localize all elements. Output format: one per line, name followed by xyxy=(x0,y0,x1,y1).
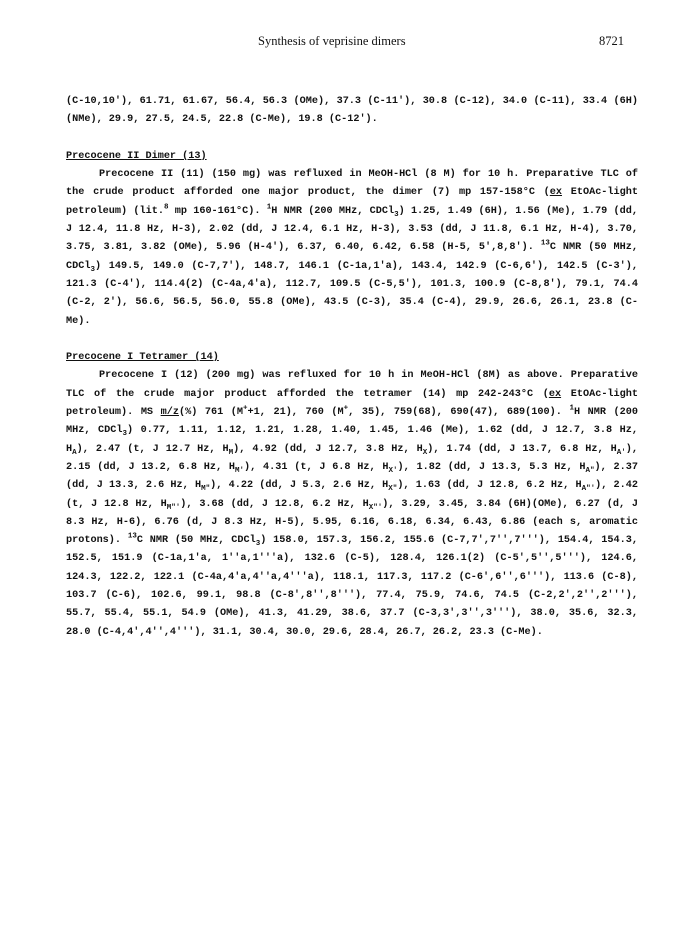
body-text xyxy=(66,93,638,642)
text-run: H NMR (200 MHz, CDCl xyxy=(271,205,395,217)
text-run: ), 4.92 (dd, J 12.7, 3.8 Hz, H xyxy=(233,443,423,455)
subscript: 3 xyxy=(255,540,261,549)
subscript: X"' xyxy=(368,503,383,512)
continuation-paragraph xyxy=(66,93,638,130)
text-run: ) 0.77, 1.11, 1.12, 1.21, 1.28, 1.40, 1.45, 1.46 (Me), 1.62 (dd, J 12.7, 3.8 Hz, H xyxy=(66,425,638,455)
subscript: 3 xyxy=(122,430,127,439)
continuation-text: (C-10,10'), 61.71, 61.67, 56.4, 56.3 (OMe), 37.3 (C-11'), 30.8 (C-12), 34.0 (C-11), 33.4 (6H)(NMe), 29.9, 27.5, 24.5, 22.8 (C-Me), 19.8 (C-12'). xyxy=(66,96,638,126)
subscript: A" xyxy=(585,466,595,475)
section-paragraph xyxy=(66,166,638,331)
section-precocene-i-tetramer xyxy=(66,349,638,642)
subscript: M' xyxy=(234,466,244,475)
text-run: (%) 761 (M xyxy=(178,407,244,419)
subscript: A"' xyxy=(581,485,596,494)
text-run-ex: ex xyxy=(549,187,563,199)
text-run: EtOAc-light petroleum) (lit. xyxy=(66,187,638,217)
text-run: ), 4.31 (t, J 6.8 Hz, H xyxy=(244,461,389,473)
text-run-mz: m/z xyxy=(160,407,179,419)
running-title: Synthesis of veprisine dimers xyxy=(258,34,406,48)
text-run: ), 2.15 (dd, J 13.2, 6.8 Hz, H xyxy=(66,443,638,473)
text-run-ex: ex xyxy=(548,388,562,400)
text-run: ), 1.74 (dd, J 13.7, 6.8 Hz, H xyxy=(427,443,617,455)
isotope-superscript: 13 xyxy=(540,239,550,248)
section-heading: Precocene II Dimer (13) xyxy=(66,150,207,162)
subscript: M xyxy=(228,448,234,457)
subscript: A xyxy=(72,448,77,457)
text-run: mp 160-161°C). xyxy=(168,205,267,217)
text-run: C NMR (50 MHz, CDCl xyxy=(136,535,256,547)
text-run: Precocene I (12) (200 mg) was refluxed for 10 h in MeOH-HCl (8M) as above. Preparative TLC of the crude major product afforded the tetramer (14) mp 242-243°C ( xyxy=(66,370,638,400)
subscript: X" xyxy=(388,485,398,494)
text-run: EtOAc-light petroleum). MS xyxy=(66,388,638,419)
text-run: , 35), 759(68), 690(47), 689(100). xyxy=(348,407,570,419)
text-run: ), 2.42 (t, J 12.8 Hz, H xyxy=(66,480,639,510)
text-run: ), 2.47 (t, J 12.7 Hz, H xyxy=(76,443,229,455)
text-run: ) 149.5, 149.0 (C-7,7'), 148.7, 146.1 (C-1a,1'a), 143.4, 142.9 (C-6,6'), 142.5 (C-3'), 121.3 (C-4'), 114.4(2) (C-4a,4'a), 112.7, 109.5 (C-5,5'), 101.3, 100.9 (C-8,8'), 79.1, 74.4 (C-2, 2'), 56.6, 56.5, 56.0, 55.8 (OMe), 43.5 (C-3), 35.4 (C-4), 29.9, 26.6, 26.1, 23.8 (C-Me). xyxy=(66,260,638,327)
section-paragraph xyxy=(66,367,638,641)
text-run: ) 158.0, 157.3, 156.2, 155.6 (C-7,7',7'',7'''), 154.4, 154.3, 152.5, 151.9 (C-1a,1'a, 1''a,1'''a), 132.6 (C-5), 128.4, 126.1(2) (C-5',5'',5'''), 124.6, 124.3, 122.2, 122.1 (C-4a,4'a,4''a,4'''a), 118.1, 117.3, 117.2 (C-6',6'',6'''), 113.6 (C-8), 103.7 (C-6), 102.6, 99.1, 98.8 (C-8',8'',8'''), 77.4, 75.9, 74.6, 74.5 (C-2,2',2'',2'''), 55.7, 55.4, 55.1, 54.9 (OMe), 41.3, 41.29, 38.6, 37.7 (C-3,3',3'',3'''), 38.0, 35.6, 32.3, 28.0 (C-4,4',4'',4'''), 31.1, 30.4, 30.0, 29.6, 28.4, 26.7, 26.2, 23.3 (C-Me). xyxy=(66,535,638,638)
text-run: C NMR (50 MHz, CDCl xyxy=(66,242,638,272)
subscript: X' xyxy=(388,466,398,475)
subscript: M"' xyxy=(166,503,181,512)
page-header xyxy=(0,34,680,50)
isotope-superscript: 1 xyxy=(569,404,574,413)
isotope-superscript: 13 xyxy=(127,532,137,541)
isotope-superscript: 1 xyxy=(266,203,272,212)
text-run: ), 3.29, 3.45, 3.84 (6H)(OMe), 6.27 (d, J 8.3 Hz, H-6), 6.76 (d, J 8.3 Hz, H-5), 5.95, 6.16, 6.18, 6.34, 6.43, 6.86 (each s, aromatic protons). xyxy=(66,498,639,547)
subscript: X xyxy=(422,448,428,457)
page-number: 8721 xyxy=(599,34,624,48)
subscript: 3 xyxy=(90,265,95,274)
text-run: H NMR (200 MHz, CDCl xyxy=(66,407,639,437)
text-run: ), 4.22 (dd, J 5.3, 2.6 Hz, H xyxy=(210,480,389,492)
section-precocene-ii-dimer xyxy=(66,148,638,331)
section-heading: Precocene I Tetramer (14) xyxy=(66,352,219,364)
charge-superscript: + xyxy=(243,404,248,413)
text-run: ) 1.25, 1.49 (6H), 1.56 (Me), 1.79 (dd, J 12.4, 11.8 Hz, H-3), 2.02 (dd, J 12.4, 6.1 Hz, H-3), 3.53 (dd, J 11.8, 6.1 Hz, H-4), 3.70, 3.75, 3.81, 3.82 (OMe), 5.96 (H-4'), 6.37, 6.40, 6.42, 6.58 (H-5, 5',8,8'). xyxy=(66,205,638,254)
text-run: ), 3.68 (dd, J 12.8, 6.2 Hz, H xyxy=(180,498,369,510)
subscript: A' xyxy=(616,448,626,457)
text-run: Precocene II (11) (150 mg) was refluxed in MeOH-HCl (8 M) for 10 h. Preparative TLC of the crude product afforded one major product, the dimer (7) mp 157-158°C ( xyxy=(66,169,638,199)
text-run: ), 1.63 (dd, J 12.8, 6.2 Hz, H xyxy=(397,480,582,492)
text-run: ), 1.82 (dd, J 13.3, 5.3 Hz, H xyxy=(397,461,586,473)
subscript: M" xyxy=(201,485,211,494)
text-run: ), 2.37 (dd, J 13.3, 2.6 Hz, H xyxy=(66,461,638,492)
reference-superscript: 8 xyxy=(163,203,169,212)
text-run: +1, 21), 760 (M xyxy=(247,407,344,419)
charge-superscript: + xyxy=(343,404,349,413)
subscript: 3 xyxy=(394,210,399,219)
